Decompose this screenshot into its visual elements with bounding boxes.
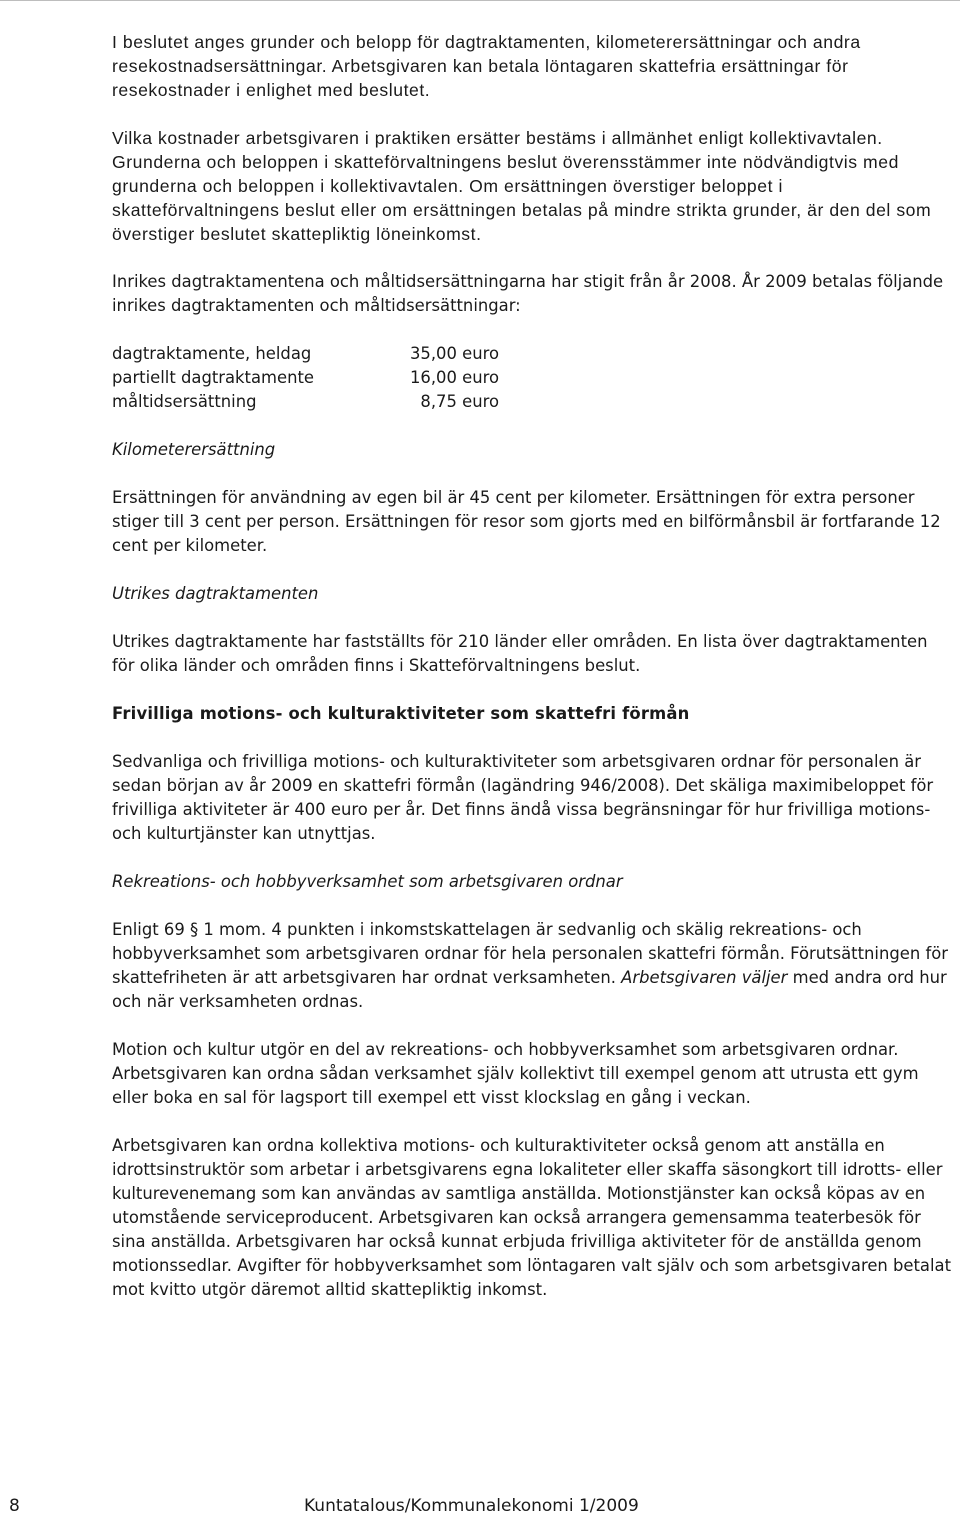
page-number: 8 — [9, 1496, 20, 1516]
allowance-amount: 16,00 euro — [409, 368, 499, 387]
recreation-paragraph-1 — [112, 918, 952, 1014]
km-heading: Kilometerersättning — [112, 440, 276, 459]
recreation-text-end: med andra ord hur och när verksamheten ordnas. — [112, 968, 947, 1011]
section-heading: Frivilliga motions- och kulturaktiviteter som skattefri förmån — [112, 704, 690, 723]
intro-paragraph-2: Vilka kostnader arbetsgivaren i praktiken ersätter bestäms i allmänhet enligt kollektivavtalen. Grunderna och beloppen i skatteförvaltningens beslut överensstämmer inte nödvändigtvis med grunderna och beloppen i kollektivavtalen. Om ersättningen överstiger beloppet i skatteförvaltningens beslut eller om ersättningen betalas på mindre strikta grunder, är den del som överstiger beslutet skattepliktig löneinkomst. — [112, 128, 932, 244]
allowance-label: måltidsersättning — [112, 392, 257, 411]
recreation-emphasis: Arbetsgivaren väljer — [621, 968, 788, 987]
recreation-paragraph-3: Arbetsgivaren kan ordna kollektiva motions- och kulturaktiviteter också genom att anställa en idrottsinstruktör som arbetar i arbetsgivarens egna lokaliteter eller skaffa säsongkort till idrotts- eller kulturevenemang som kan användas av samtliga anställda. Motionstjänster kan också köpas av en utomstående serviceproducent. Arbetsgivaren kan också arrangera gemensamma teaterbesök för sina anställda. Arbetsgivaren har också kunnat erbjuda frivilliga aktiviteter för de anställda genom motionssedlar. Avgifter för hobbyverksamhet som löntagaren valt själv och som arbetsgivaren betalat mot kvitto utgör däremot alltid skattepliktig inkomst. — [112, 1136, 952, 1299]
publication-title: Kuntatalous/Kommunalekonomi 1/2009 — [304, 1496, 639, 1516]
recreation-heading: Rekreations- och hobbyverksamhet som arbetsgivaren ordnar — [112, 872, 623, 891]
allowance-label: dagtraktamente, heldag — [112, 344, 312, 363]
page-footer — [0, 1496, 960, 1520]
foreign-paragraph: Utrikes dagtraktamente har fastställts för 210 länder eller områden. En lista över dagtraktamenten för olika länder och områden finns i Skatteförvaltningens beslut. — [112, 632, 928, 675]
allowance-label: partiellt dagtraktamente — [112, 368, 314, 387]
allowance-row — [112, 390, 952, 414]
allowance-amount: 35,00 euro — [409, 344, 499, 363]
recreation-text-start: Enligt 69 § 1 mom. 4 punkten i inkomstskattelagen är sedvanlig och skälig rekreations- och hobbyverksamhet som arbetsgivaren ordnar för hela personalen skattefri förmån. Förutsättningen för skattefriheten är att arbetsgivaren har ordnat verksamheten. — [112, 920, 948, 987]
section-paragraph: Sedvanliga och frivilliga motions- och kulturaktiviteter som arbetsgivaren ordnar för personalen är sedan början av år 2009 en skattefri förmån (lagändring 946/2008). Det skäliga maximibeloppet för frivilliga aktiviteter är 400 euro per år. Det finns ändå vissa begränsningar för hur frivilliga motions- och kulturtjänster kan utnyttjas. — [112, 752, 934, 843]
intro-paragraph-1: I beslutet anges grunder och belopp för dagtraktamenten, kilometerersättningar och andra resekostnadsersättningar. Arbetsgivaren kan betala löntagaren skattefria ersättningar för resekostnader i enlighet med beslutet. — [112, 32, 861, 100]
recreation-paragraph-2: Motion och kultur utgör en del av rekreations- och hobbyverksamhet som arbetsgivaren ordnar. Arbetsgivaren kan ordna sådan verksamhet själv kollektivt till exempel genom att utrusta ett gym eller boka en sal för lagsport till exempel ett visst klockslag en gång i veckan. — [112, 1040, 919, 1107]
foreign-heading: Utrikes dagtraktamenten — [112, 584, 319, 603]
allowance-table — [112, 342, 952, 414]
allowance-row — [112, 366, 952, 390]
km-paragraph: Ersättningen för användning av egen bil är 45 cent per kilometer. Ersättningen för extra personer stiger till 3 cent per person. Ersättningen för resor som gjorts med en bilförmånsbil är fortfarande 12 cent per kilometer. — [112, 488, 941, 555]
intro-paragraph-3: Inrikes dagtraktamentena och måltidsersättningarna har stigit från år 2008. År 2009 betalas följande inrikes dagtraktamenten och måltidsersättningar: — [112, 272, 944, 315]
allowance-amount: 8,75 euro — [415, 392, 499, 411]
allowance-row — [112, 342, 952, 366]
top-rule — [0, 0, 960, 1]
page-body — [112, 30, 952, 1326]
